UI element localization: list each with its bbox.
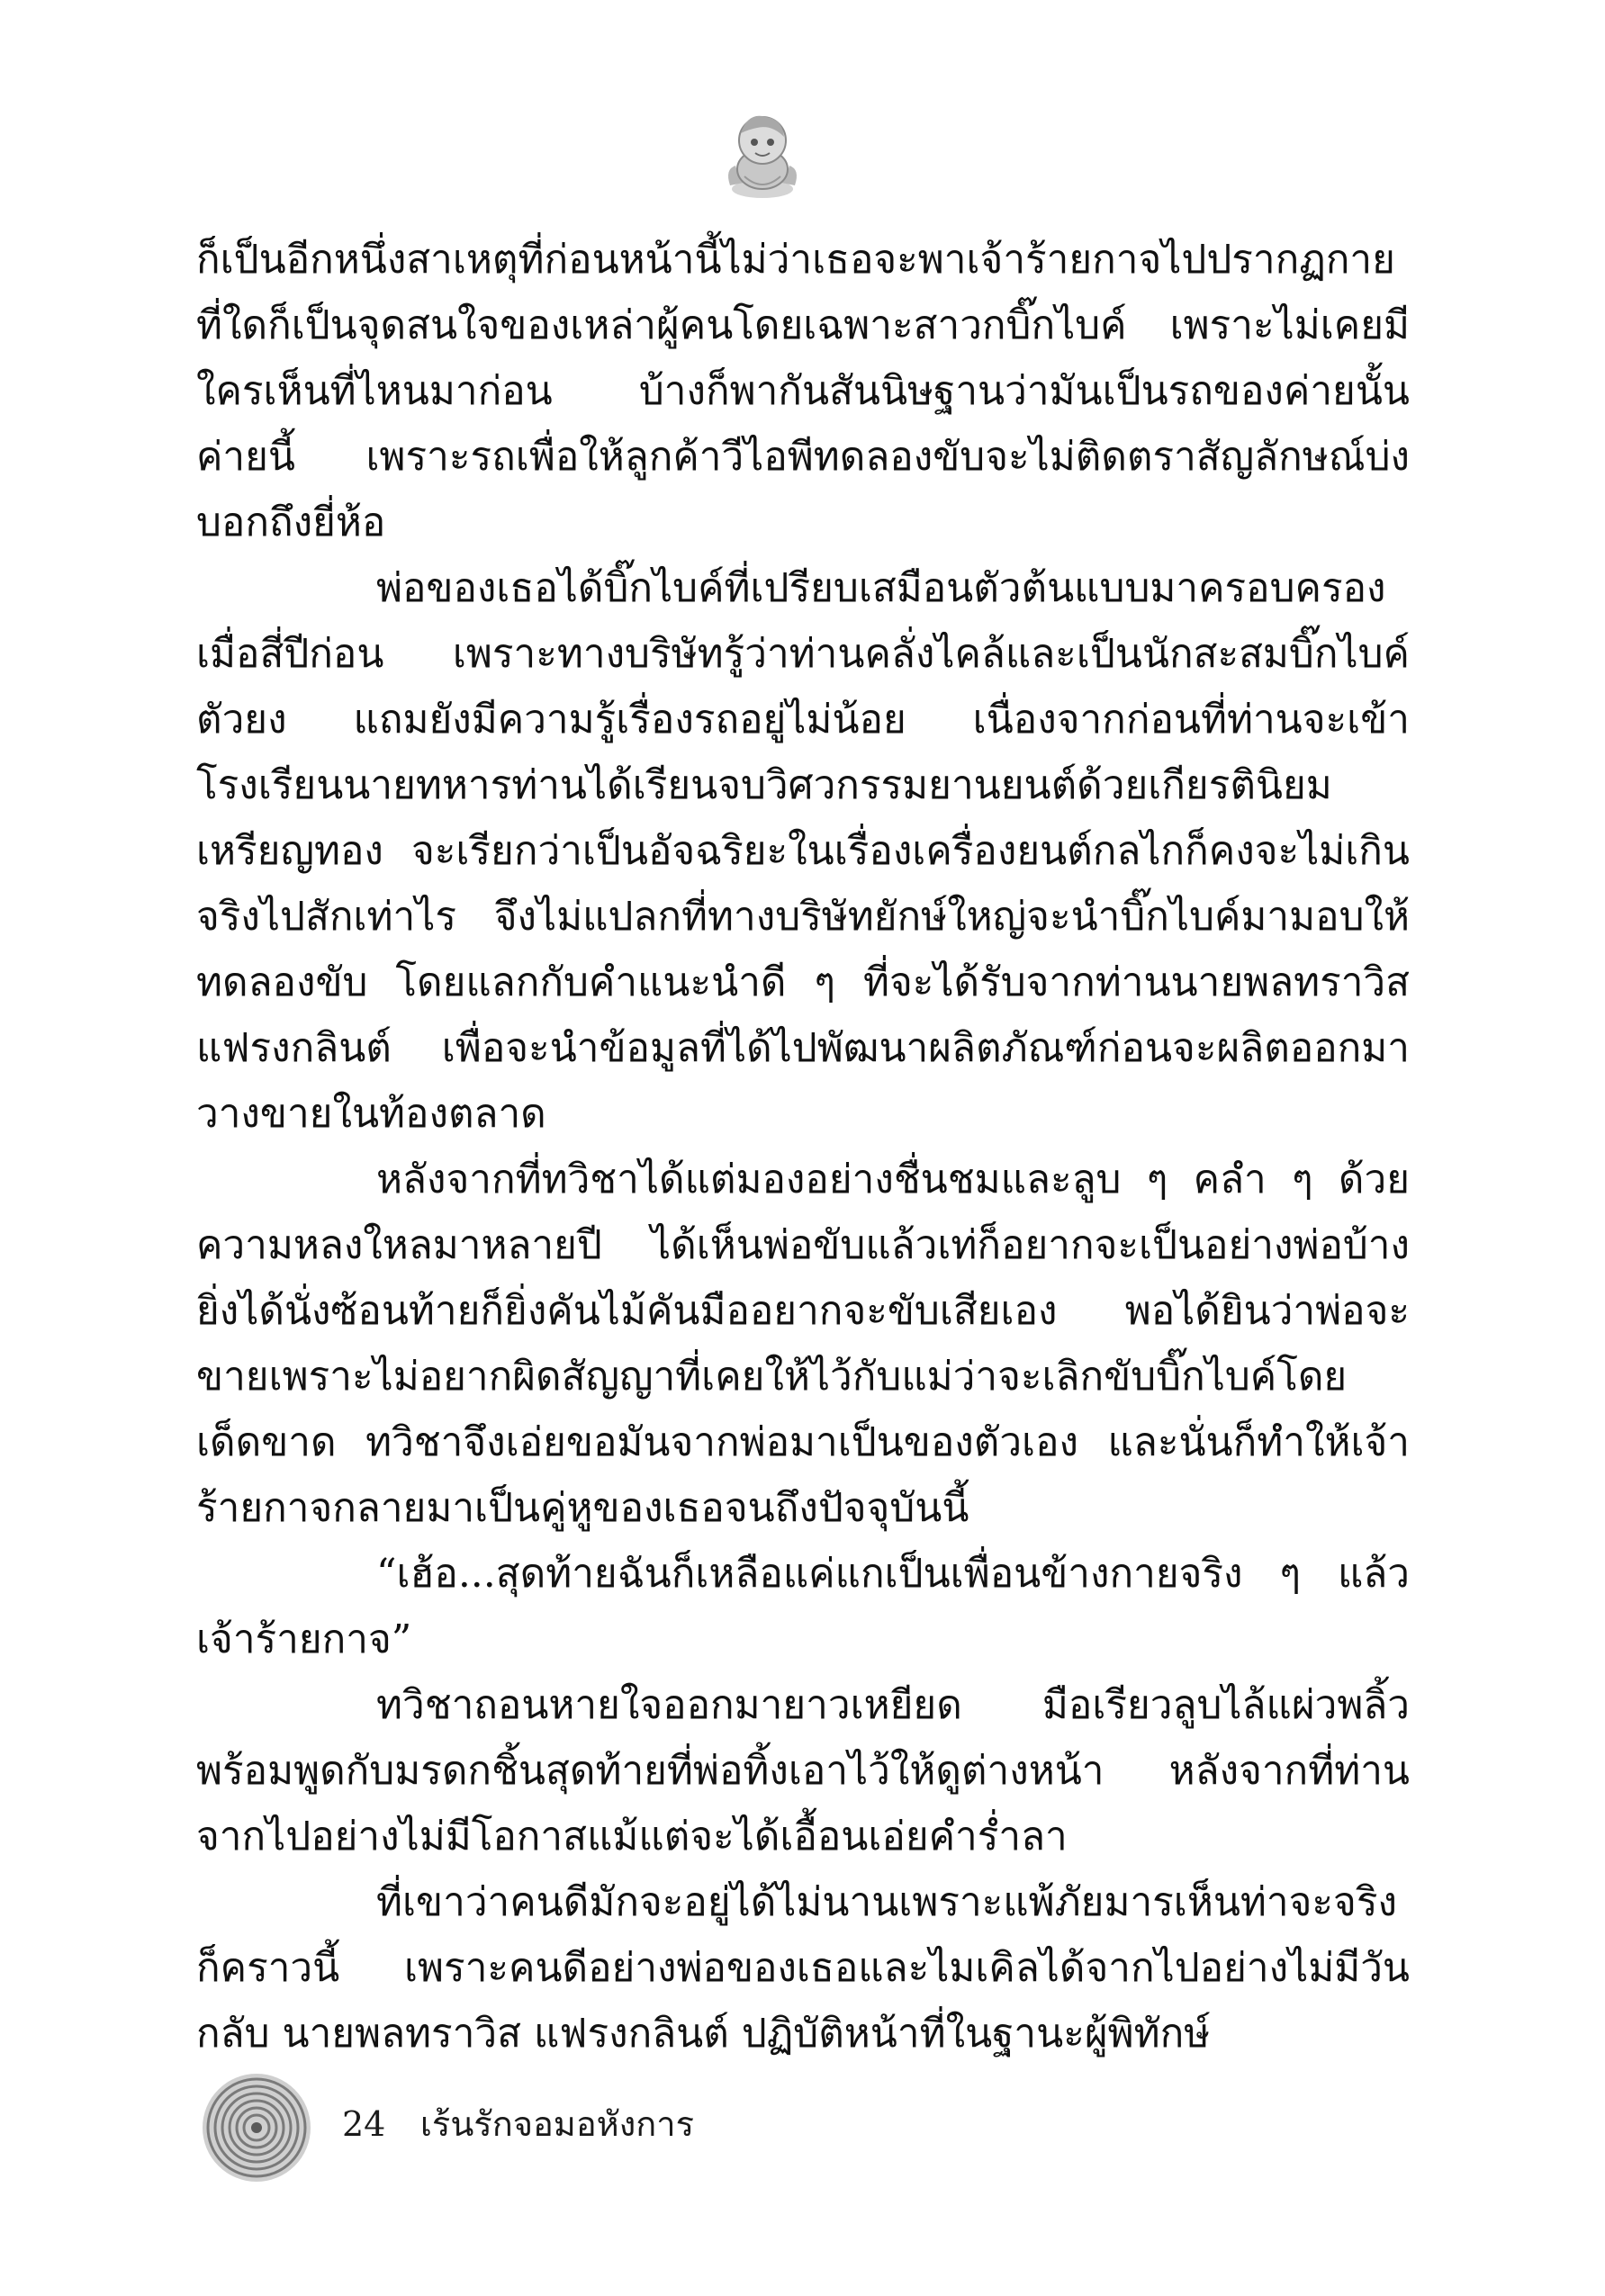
paragraph: ที่เขาว่าคนดีมักจะอยู่ได้ไม่นานเพราะแพ้ภัยมารเห็นท่าจะจริงก็คราวนี้ เพราะคนดีอย่างพ่อของเธอและไมเคิลได้จากไปอย่างไม่มีวันกลับ นายพลทราวิส แฟรงกลินต์ ปฏิบัติหน้าที่ในฐานะผู้พิทักษ์ bbox=[196, 1879, 1410, 2057]
paragraph: พ่อของเธอได้บิ๊กไบค์ที่เปรียบเสมือนตัวต้นแบบมาครอบครองเมื่อสี่ปีก่อน เพราะทางบริษัทรู้ว่าท่านคลั่งไคล้และเป็นนักสะสมบิ๊กไบค์ตัวยง แถมยังมีความรู้เรื่องรถอยู่ไม่น้อย เนื่องจากก่อนที่ท่านจะเข้าโรงเรียนนายทหารท่านได้เรียนจบวิศวกรรมยานยนต์ด้วยเกียรตินิยมเหรียญทอง จะเรียกว่าเป็นอัจฉริยะในเรื่องเครื่องยนต์กลไกก็คงจะไม่เกินจริงไปสักเท่าไร จึงไม่แปลกที่ทางบริษัทยักษ์ใหญ่จะนำบิ๊กไบค์มามอบให้ทดลองขับ โดยแลกกับคำแนะนำดี ๆ ที่จะได้รับจากท่านนายพลทราวิส แฟรงกลินต์ เพื่อจะนำข้อมูลที่ได้ไปพัฒนาผลิตภัณฑ์ก่อนจะผลิตออกมาวางขายในท้องตลาด bbox=[196, 565, 1410, 1137]
book-title: เร้นรักจอมอหังการ bbox=[419, 2106, 695, 2144]
paragraph: “เฮ้อ...สุดท้ายฉันก็เหลือแค่แกเป็นเพื่อนข้างกายจริง ๆ แล้วเจ้าร้ายกาจ” bbox=[196, 1551, 1410, 1662]
body-text bbox=[196, 227, 1410, 2066]
paragraph: หลังจากที่ทวิชาได้แต่มองอย่างชื่นชมและลูบ ๆ คลำ ๆ ด้วยความหลงใหลมาหลายปี ได้เห็นพ่อขับแล้วเท่ก็อยากจะเป็นอย่างพ่อบ้าง ยิ่งได้นั่งซ้อนท้ายก็ยิ่งคันไม้คันมืออยากจะขับเสียเอง พอได้ยินว่าพ่อจะขายเพราะไม่อยากผิดสัญญาที่เคยให้ไว้กับแม่ว่าจะเลิกขับบิ๊กไบค์โดยเด็ดขาด ทวิชาจึงเอ่ยขอมันจากพ่อมาเป็นของตัวเอง และนั่นก็ทำให้เจ้าร้ายกาจกลายมาเป็นคู่หูของเธอจนถึงปัจจุบันนี้ bbox=[196, 1157, 1410, 1531]
page-footer bbox=[342, 2097, 694, 2152]
page-number: 24 bbox=[342, 2104, 386, 2144]
paragraph: ทวิชาถอนหายใจออกมายาวเหยียด มือเรียวลูบไล้แผ่วพลิ้วพร้อมพูดกับมรดกชิ้นสุดท้ายที่พ่อทิ้งเอาไว้ให้ดูต่างหน้า หลังจากที่ท่านจากไปอย่างไม่มีโอกาสแม้แต่จะได้เอื้อนเอ่ยคำร่ำลา bbox=[196, 1682, 1410, 1859]
target-circle-icon bbox=[201, 2072, 312, 2183]
paragraph: ก็เป็นอีกหนึ่งสาเหตุที่ก่อนหน้านี้ไม่ว่าเธอจะพาเจ้าร้ายกาจไปปรากฏกาย ที่ใดก็เป็นจุดสนใจของเหล่าผู้คนโดยเฉพาะสาวกบิ๊กไบค์ เพราะไม่เคยมีใครเห็นที่ไหนมาก่อน บ้างก็พากันสันนิษฐานว่ามันเป็นรถของค่ายนั้น ค่ายนี้ เพราะรถเพื่อให้ลูกค้าวีไอพีทดลองขับจะไม่ติดตราสัญลักษณ์บ่งบอกถึงยี่ห้อ bbox=[196, 237, 1410, 545]
cartoon-mascot-icon bbox=[712, 106, 813, 205]
